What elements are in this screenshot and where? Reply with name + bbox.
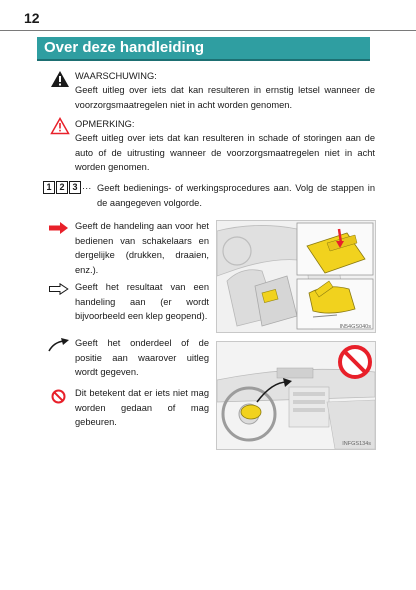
- solid-arrow-text: Geeft de handeling aan voor het bedienen van schakelaars en dergelijke (drukken, draaien, enz.).: [75, 221, 209, 275]
- step-badges: [43, 181, 85, 195]
- pointer-text: Geeft het onderdeel of de positie aan waarover uitleg wordt gegeven.: [75, 338, 209, 377]
- outline-arrow-text: Geeft het resultaat van een handeling aan (er wordt bijvoorbeeld een klep geopend).: [75, 282, 209, 321]
- prohibited-text: Dit betekent dat er iets niet mag worden gedaan of mag gebeuren.: [75, 388, 209, 427]
- figure1-code: IN54GS040s: [339, 324, 371, 330]
- notice-text: Geeft uitleg over iets dat kan resulteren in schade of storingen aan de auto of de uitrusting wanneer de voorzorgsmaatregelen niet in acht worden genomen.: [75, 133, 375, 172]
- notice-label: OPMERKING:: [75, 119, 135, 129]
- pointer-icon: [48, 338, 70, 352]
- header-rule: [0, 30, 416, 31]
- prohibited-icon: [51, 389, 66, 404]
- console-illustration: [216, 220, 376, 333]
- solid-arrow-icon: [49, 222, 69, 234]
- dashboard-illustration: [216, 341, 376, 450]
- caution-icon: [50, 117, 70, 135]
- warning-icon: [50, 70, 70, 88]
- outline-arrow-icon: [49, 283, 69, 295]
- section-banner: [37, 37, 370, 61]
- step-badge-1: 1: [43, 181, 55, 194]
- warning-text: Geeft uitleg over iets dat kan resulteren in ernstig letsel wanneer de voorzorgsmaatregelen niet in acht worden genomen.: [75, 85, 375, 110]
- section-title: Over deze handleiding: [44, 39, 205, 56]
- steps-text: Geeft bedienings- of werkingsprocedures aan. Volg de stappen in de aangegeven volgorde.: [97, 183, 375, 208]
- figure2-code: INFGS134s: [342, 441, 371, 447]
- page-number: 12: [24, 10, 40, 26]
- warning-label: WAARSCHUWING:: [75, 71, 157, 81]
- step-badge-2: 2: [56, 181, 68, 194]
- steps-ellipsis: ···: [82, 183, 92, 193]
- step-badge-3: 3: [69, 181, 81, 194]
